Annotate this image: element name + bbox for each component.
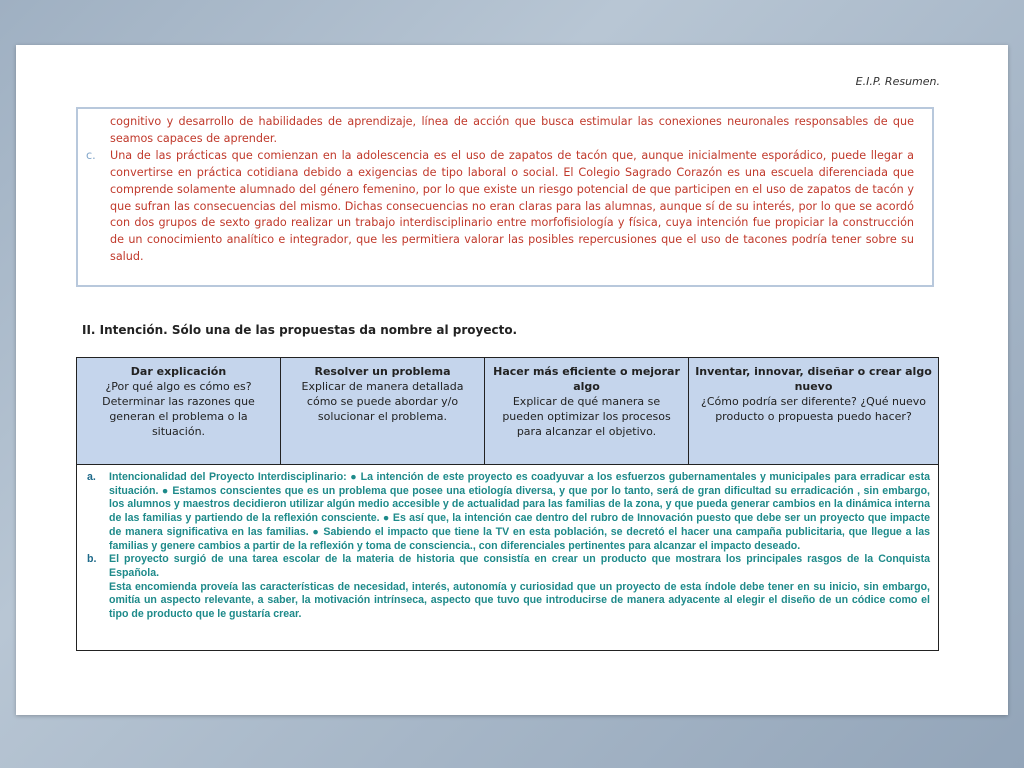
- intention-table: [76, 357, 939, 651]
- document-header: E.I.P. Resumen.: [855, 75, 940, 88]
- list-item-b: [85, 553, 930, 622]
- list-item-b-text-1: El proyecto surgió de una tarea escolar de la materia de historia que consistía en crear un producto que mostrara los principales rasgos de la Conquista Española.: [109, 553, 930, 579]
- option-title: Hacer más eficiente o mejorar algo: [493, 365, 680, 393]
- option-description: Explicar de manera detallada cómo se puede abordar y/o solucionar el problema.: [301, 380, 464, 423]
- slide-page: [16, 45, 1008, 715]
- intention-detail-cell: [77, 465, 939, 651]
- list-marker-a: a.: [87, 471, 96, 483]
- option-title: Inventar, innovar, diseñar o crear algo nuevo: [695, 365, 932, 393]
- list-item-b-text-2: Esta encomienda proveía las características de necesidad, interés, autonomía y curiosidad que un proyecto de esta índole debe tener en su inicio, sin embargo, omitía un aspecto relevante, a saber, la motivación intrínseca, aspecto que tuvo que introducirse de manera adyacente al elegir el diseño de un códice como el tipo de producto que le gustaría crear.: [109, 580, 930, 621]
- option-innovate: [689, 358, 939, 465]
- section-title: II. Intención. Sólo una de las propuestas da nombre al proyecto.: [82, 323, 518, 337]
- option-title: Dar explicación: [130, 365, 227, 378]
- list-marker-c: c.: [86, 148, 96, 162]
- continuation-paragraph: cognitivo y desarrollo de habilidades de aprendizaje, línea de acción que busca estimular las conexiones neuronales responsables de que seamos capaces de aprender.: [110, 115, 914, 145]
- list-item-c: [86, 148, 914, 266]
- list-item-c-text: Una de las prácticas que comienzan en la adolescencia es el uso de zapatos de tacón que, aunque inicialmente esporádico, puede llegar a convertirse en práctica cotidiana debido a exigencias de tipo laboral o social. El Colegio Sagrado Corazón es una escuela diferenciada que comprende solamente alumnado del género femenino, por lo que existe un riesgo potencial de que participen en el uso de zapatos de tacón y que sufran las consecuencias del mismo. Dichas consecuencias no eran claras para las alumnas, aunque sí de su interés, por lo que se acordó con dos grupos de sexto grado realizar un trabajo interdisciplinario entre morfofisiología y física, cuya intención fue propiciar la construcción de un conocimiento analítico e integrador, que les permitiera valorar las posibles repercusiones que el uso de tacones podría tener sobre su salud.: [110, 148, 914, 264]
- list-item-a: [85, 471, 930, 553]
- option-solve: [281, 358, 485, 465]
- option-description: ¿Por qué algo es cómo es? Determinar las razones que generan el problema o la situación.: [102, 380, 255, 438]
- list-item-a-text: Intencionalidad del Proyecto Interdisciplinario: ● La intención de este proyecto es coadyuvar a los esfuerzos gubernamentales y municipales para erradicar esta situación. ● Estamos conscientes que es un problema que posee una etiología diversa, y que por lo tanto, será de gran dificultad su erradicación , sin embargo, los alumnos y maestros decidieron utilizar algún medio accesible y de actualidad para las familias de la zona, y que pueda generar cambios en la dinámica interna de las familias y partiendo de la reflexión consciente. ● Es así que, la intención cae dentro del rubro de Innovación puesto que debe ser un proyecto que impacte de manera significativa en las familias. ● Sabiendo el impacto que tiene la TV en esta población, se decretó el hacer una campaña publicitaria, que llegue a las familias y genere cambios a partir de la reflexión y toma de consciencia., con diferenciales pertinentes para alcanzar el impacto deseado.: [109, 471, 930, 552]
- intention-options-row: [77, 358, 939, 465]
- previous-section-box: [76, 107, 934, 287]
- option-improve: [485, 358, 689, 465]
- option-description: Explicar de qué manera se pueden optimizar los procesos para alcanzar el objetivo.: [502, 395, 671, 438]
- option-explain: [77, 358, 281, 465]
- intention-detail-row: [77, 465, 939, 651]
- option-title: Resolver un problema: [314, 365, 451, 378]
- option-description: ¿Cómo podría ser diferente? ¿Qué nuevo producto o propuesta puedo hacer?: [700, 395, 927, 423]
- list-marker-b: b.: [87, 553, 97, 566]
